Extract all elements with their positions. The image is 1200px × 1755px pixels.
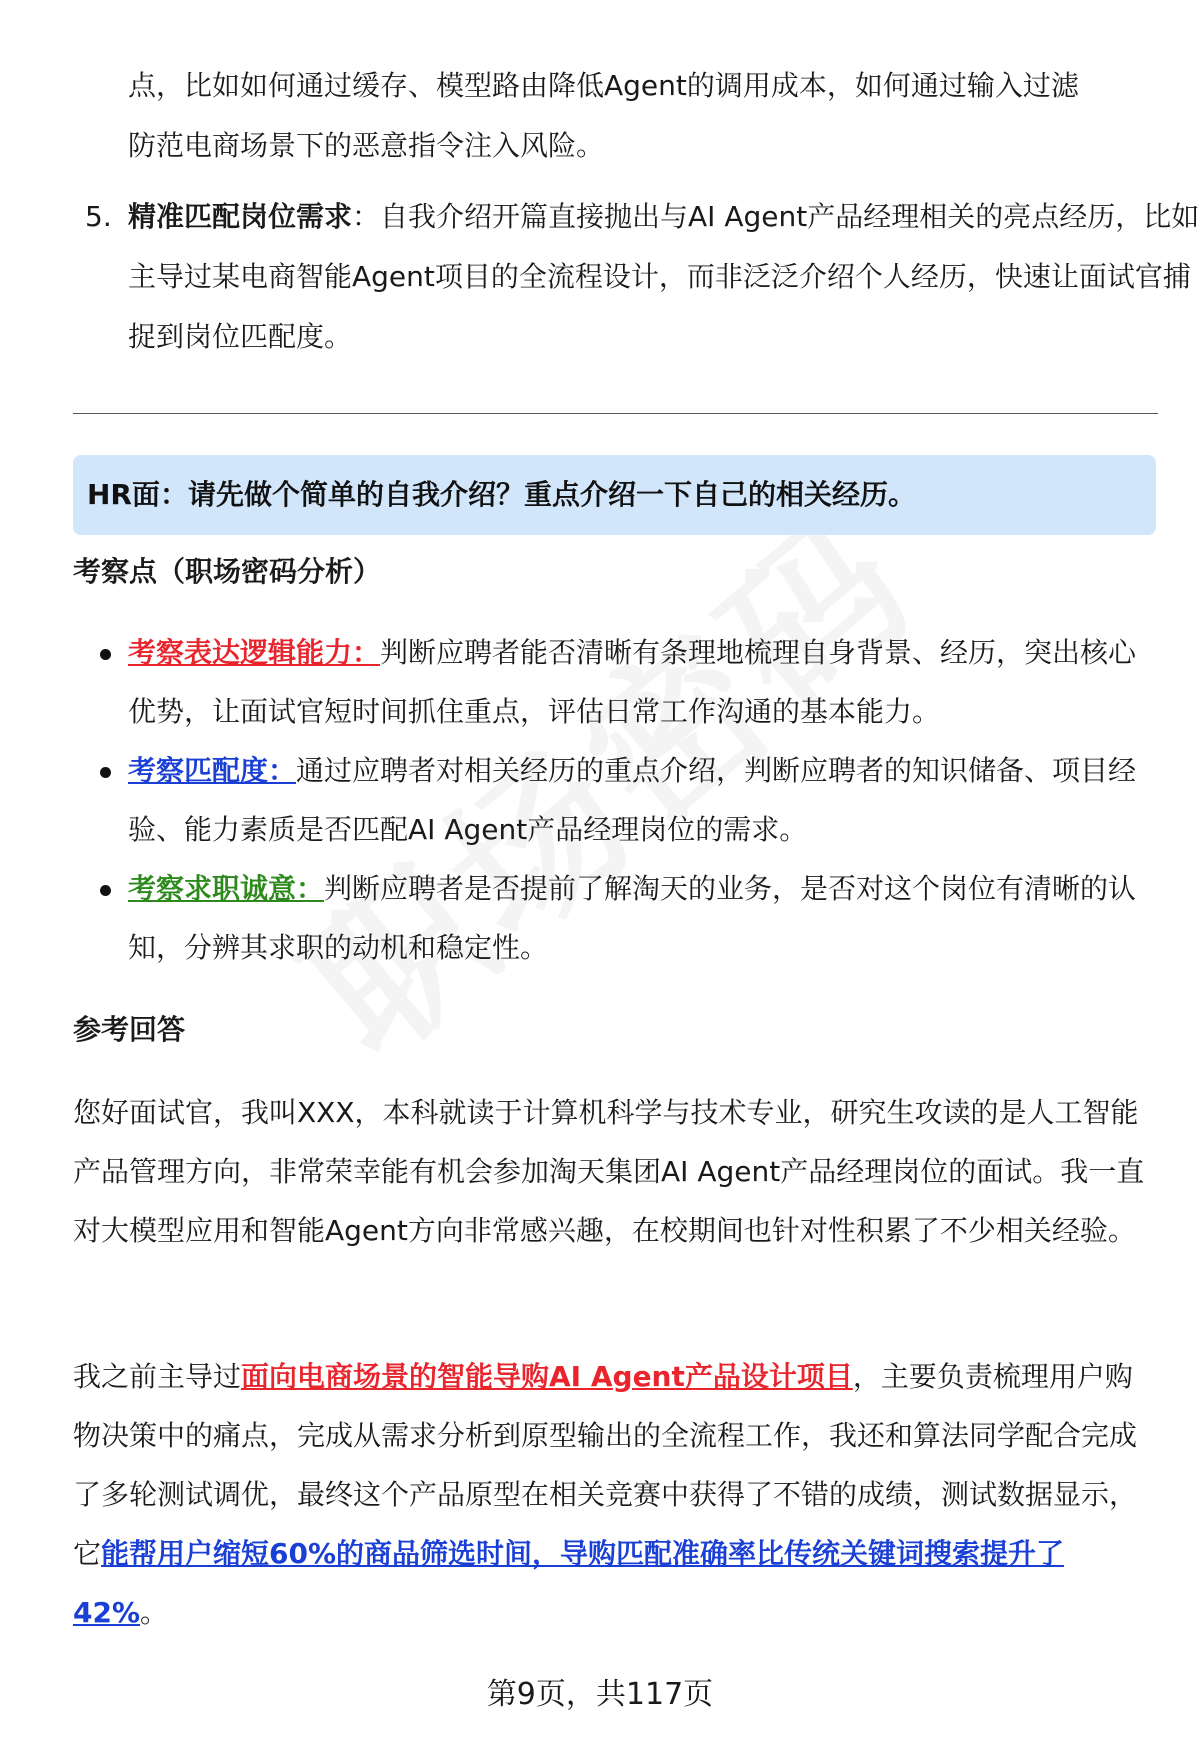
bullet-dot [100,767,111,778]
page-footer: 第9页，共117页 [486,1677,714,1712]
bullet-text: 通过应聘者对相关经历的重点介绍，判断应聘者的知识储备、项目经验、能力素质是否匹配AI Agent产品经理岗位的需求。 [128,754,1137,846]
item-text: ：自我介绍开篇直接抛出与AI Agent产品经理相关的亮点经历，比如主导过某电商智能Agent项目的全流程设计，而非泛泛介绍个人经历，快速让面试官捕捉到岗位匹配度。 [128,200,1200,353]
continuation-line-1: 点，比如如何通过缓存、模型路由降低Agent的调用成本，如何通过输入过滤 [128,69,1079,102]
bullet-label: 考察表达逻辑能力： [128,636,381,669]
answer-heading: 参考回答 [73,1013,186,1046]
bullet-dot [100,649,111,660]
analysis-bullets [73,623,1158,977]
list-item [73,741,1158,859]
section-divider [73,413,1158,414]
bullet-dot [100,885,111,896]
answer-text: ，主要负责梳理用户购物决策中的痛点，完成从需求分析到原型输出的全流程工作，我还和算法同学配合完成了多轮测试调优，最终这个产品原型在相关竞赛中获得了不错的成绩，测试数据显示，它 [73,1360,1138,1570]
analysis-heading: 考察点（职场密码分析） [73,555,382,588]
item-title: 精准匹配岗位需求 [128,200,353,233]
list-item-5 [73,187,1200,367]
answer-text: 。 [140,1596,169,1629]
answer-paragraph-2 [73,1347,1158,1642]
list-item [73,859,1158,977]
continuation-line-2: 防范电商场景下的恶意指令注入风险。 [128,129,605,162]
list-item [73,623,1158,741]
highlight-project: 面向电商场景的智能导购AI Agent产品设计项目 [241,1360,853,1393]
bullet-text: 判断应聘者是否提前了解淘天的业务，是否对这个岗位有清晰的认知，分辨其求职的动机和稳定性。 [128,872,1137,964]
bullet-label: 考察匹配度： [128,754,297,787]
question-box: HR面：请先做个简单的自我介绍？重点介绍一下自己的相关经历。 [73,455,1156,535]
answer-text: 我之前主导过 [73,1360,242,1393]
bullet-text: 判断应聘者能否清晰有条理地梳理自身背景、经历，突出核心优势，让面试官短时间抓住重点，评估日常工作沟通的基本能力。 [128,636,1137,728]
previous-item-continuation [73,56,1200,176]
highlight-results: 能帮用户缩短60%的商品筛选时间，导购匹配准确率比传统关键词搜索提升了42% [73,1537,1065,1629]
item-number: 5. [85,200,112,233]
bullet-label: 考察求职诚意： [128,872,325,905]
answer-paragraph-1: 您好面试官，我叫XXX，本科就读于计算机科学与技术专业，研究生攻读的是人工智能产品管理方向，非常荣幸能有机会参加淘天集团AI Agent产品经理岗位的面试。我一直对大模型应用和智能Agent方向非常感兴趣，在校期间也针对性积累了不少相关经验。 [73,1096,1145,1247]
